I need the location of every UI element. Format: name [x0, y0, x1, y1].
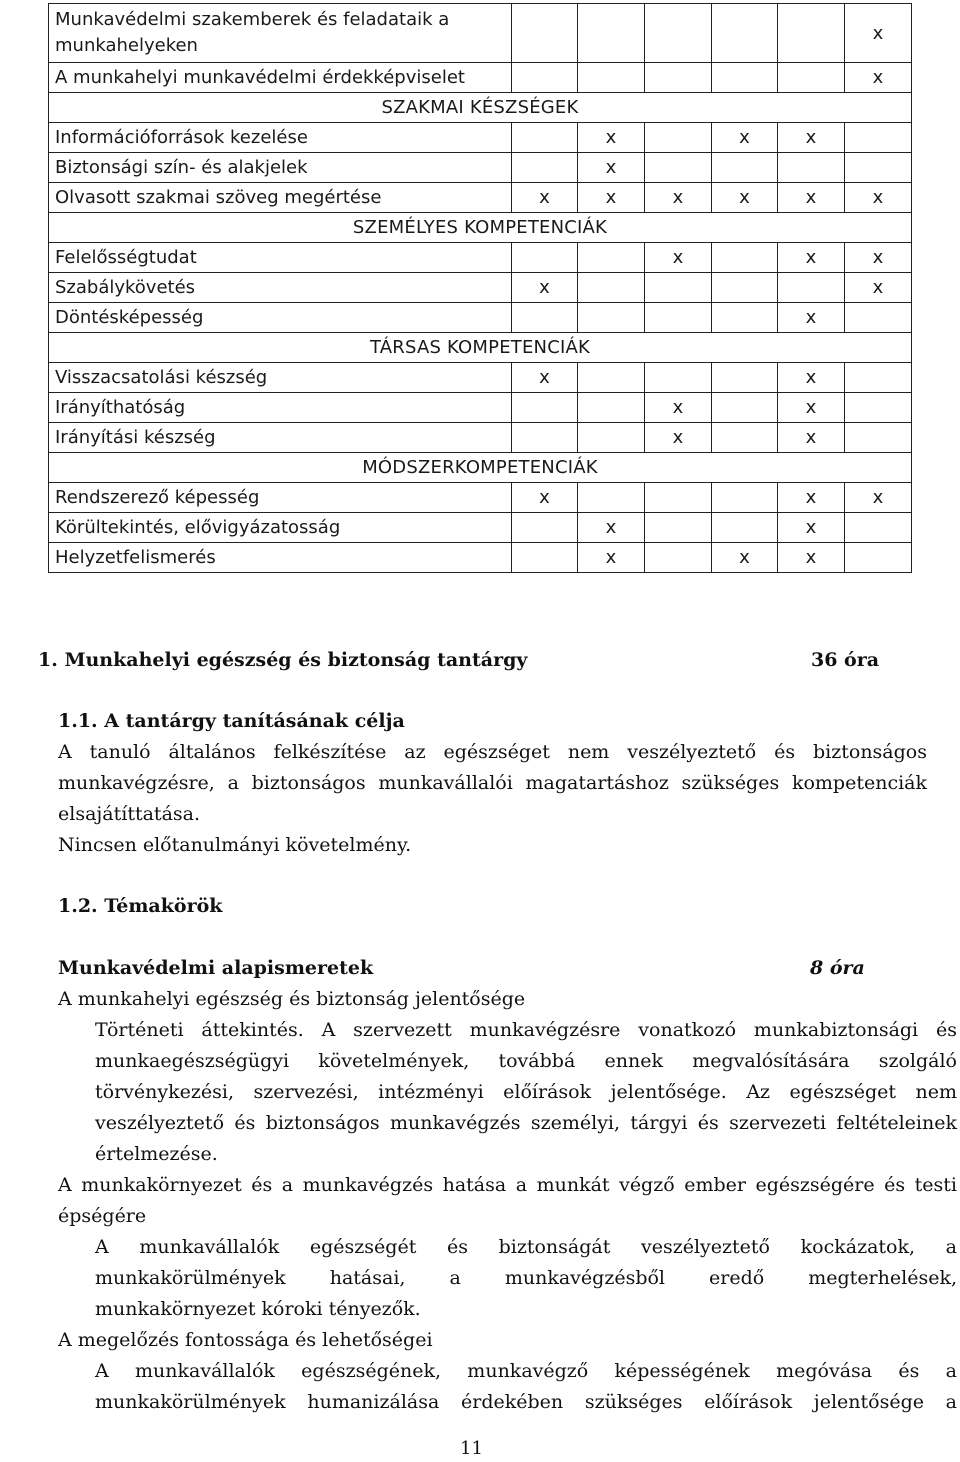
row-label: A munkahelyi munkavédelmi érdekképviselet — [49, 63, 512, 93]
topics-heading: 1.2. Témakörök — [58, 895, 223, 917]
mark-cell — [845, 423, 912, 453]
section-heading: SZAKMAI KÉSZSÉGEK — [49, 93, 912, 123]
goal-heading: 1.1. A tantárgy tanításának célja — [58, 710, 405, 732]
competency-table — [48, 3, 912, 573]
row-label: Visszacsatolási készség — [49, 363, 512, 393]
mark-cell — [512, 423, 578, 453]
mark-cell: x — [778, 243, 845, 273]
mark-cell: x — [778, 543, 845, 573]
table-row — [49, 393, 912, 423]
paragraph-line: Történeti áttekintés. A szervezett munkavégzésre vonatkozó munkabiztonsági és — [95, 1019, 957, 1041]
goal-line: A tanuló általános felkészítése az egészséget nem veszélyeztető és biztonságos — [58, 741, 927, 763]
table-row — [49, 303, 912, 333]
mark-cell — [645, 63, 712, 93]
table-row — [49, 543, 912, 573]
table-row — [49, 423, 912, 453]
mark-cell: x — [778, 513, 845, 543]
mark-cell — [578, 393, 645, 423]
mark-cell — [845, 123, 912, 153]
mark-cell — [712, 303, 778, 333]
mark-cell — [778, 63, 845, 93]
mark-cell — [578, 4, 645, 63]
mark-cell — [645, 483, 712, 513]
row-label: Körültekintés, elővigyázatosság — [49, 513, 512, 543]
paragraph-line: munkakörülmények humanizálása érdekében szükséges előírások jelentősége a — [95, 1391, 957, 1413]
mark-cell — [778, 153, 845, 183]
mark-cell — [512, 303, 578, 333]
mark-cell — [512, 513, 578, 543]
prerequisite-note: Nincsen előtanulmányi követelmény. — [58, 834, 412, 856]
section-heading: MÓDSZERKOMPETENCIÁK — [49, 453, 912, 483]
table-section-row — [49, 213, 912, 243]
subject-hours: 36 óra — [811, 649, 880, 671]
table-row — [49, 483, 912, 513]
mark-cell: x — [512, 183, 578, 213]
mark-cell — [712, 4, 778, 63]
mark-cell: x — [512, 273, 578, 303]
mark-cell — [712, 273, 778, 303]
table-row — [49, 243, 912, 273]
mark-cell — [712, 153, 778, 183]
row-label: Irányítási készség — [49, 423, 512, 453]
mark-cell — [578, 363, 645, 393]
mark-cell — [712, 243, 778, 273]
mark-cell — [645, 513, 712, 543]
row-label: Döntésképesség — [49, 303, 512, 333]
mark-cell — [845, 513, 912, 543]
mark-cell — [645, 123, 712, 153]
paragraph-line: A munkavállalók egészségének, munkavégző képességének megóvása és a — [95, 1360, 957, 1382]
mark-cell: x — [778, 423, 845, 453]
mark-cell — [645, 543, 712, 573]
goal-line: elsajátíttatása. — [58, 803, 201, 825]
table-row — [49, 123, 912, 153]
mark-cell: x — [845, 273, 912, 303]
mark-cell — [512, 243, 578, 273]
table-section-row — [49, 453, 912, 483]
mark-cell — [512, 543, 578, 573]
mark-cell: x — [778, 123, 845, 153]
mark-cell — [845, 393, 912, 423]
mark-cell: x — [578, 153, 645, 183]
mark-cell: x — [778, 363, 845, 393]
row-label: Biztonsági szín- és alakjelek — [49, 153, 512, 183]
mark-cell: x — [778, 303, 845, 333]
mark-cell — [512, 393, 578, 423]
mark-cell — [778, 273, 845, 303]
table-row — [49, 153, 912, 183]
subtopic-heading: A megelőzés fontossága és lehetőségei — [58, 1329, 433, 1351]
mark-cell: x — [578, 123, 645, 153]
row-label: Irányíthatóság — [49, 393, 512, 423]
row-label: Információforrások kezelése — [49, 123, 512, 153]
mark-cell — [845, 543, 912, 573]
mark-cell: x — [512, 483, 578, 513]
row-label: Rendszerező képesség — [49, 483, 512, 513]
paragraph-line: veszélyeztető és biztonságos munkavégzés személyi, tárgyi és szervezeti feltételeinek — [95, 1112, 957, 1134]
paragraph-line: munkaegészségügyi követelmények, továbbá ennek megvalósítására szolgáló — [95, 1050, 957, 1072]
mark-cell: x — [645, 243, 712, 273]
mark-cell — [645, 363, 712, 393]
mark-cell — [645, 4, 712, 63]
mark-cell — [845, 363, 912, 393]
table-row — [49, 363, 912, 393]
row-label: Munkavédelmi szakemberek és feladataik a munkahelyeken — [49, 4, 512, 63]
mark-cell — [845, 153, 912, 183]
mark-cell — [778, 4, 845, 63]
paragraph-line: törvénykezési, szervezési, intézményi előírások jelentősége. Az egészséget nem — [95, 1081, 957, 1103]
page-number: 11 — [460, 1438, 483, 1459]
mark-cell — [578, 303, 645, 333]
table-row — [49, 273, 912, 303]
mark-cell: x — [712, 123, 778, 153]
mark-cell — [712, 63, 778, 93]
paragraph-line: értelmezése. — [95, 1143, 218, 1165]
paragraph-line: A munkavállalók egészségét és biztonságát veszélyeztető kockázatok, a — [95, 1236, 957, 1258]
mark-cell: x — [845, 183, 912, 213]
mark-cell — [645, 273, 712, 303]
mark-cell — [578, 423, 645, 453]
subtopic-heading: A munkakörnyezet és a munkavégzés hatása a munkát végző ember egészségére és testi — [58, 1174, 957, 1196]
mark-cell: x — [578, 543, 645, 573]
mark-cell: x — [512, 363, 578, 393]
row-label: Felelősségtudat — [49, 243, 512, 273]
section-heading: SZEMÉLYES KOMPETENCIÁK — [49, 213, 912, 243]
mark-cell — [578, 483, 645, 513]
subtopic-heading: A munkahelyi egészség és biztonság jelentősége — [58, 988, 526, 1010]
mark-cell — [512, 4, 578, 63]
mark-cell — [712, 423, 778, 453]
mark-cell: x — [578, 513, 645, 543]
topic-hours: 8 óra — [810, 957, 865, 979]
row-label: Szabálykövetés — [49, 273, 512, 303]
mark-cell: x — [845, 63, 912, 93]
section-heading: TÁRSAS KOMPETENCIÁK — [49, 333, 912, 363]
mark-cell — [578, 273, 645, 303]
mark-cell — [845, 303, 912, 333]
mark-cell: x — [845, 483, 912, 513]
subtopic-heading: épségére — [58, 1205, 147, 1227]
mark-cell: x — [845, 243, 912, 273]
mark-cell — [512, 123, 578, 153]
mark-cell — [645, 153, 712, 183]
mark-cell: x — [645, 423, 712, 453]
mark-cell — [712, 393, 778, 423]
mark-cell — [578, 243, 645, 273]
table-row — [49, 183, 912, 213]
paragraph-line: munkakörnyezet kóroki tényezők. — [95, 1298, 421, 1320]
mark-cell — [712, 363, 778, 393]
mark-cell — [712, 513, 778, 543]
mark-cell — [712, 483, 778, 513]
table-row — [49, 513, 912, 543]
goal-line: munkavégzésre, a biztonságos munkavállalói magatartáshoz szükséges kompetenciák — [58, 772, 927, 794]
table-section-row — [49, 333, 912, 363]
table-row — [49, 63, 912, 93]
topic-title: Munkavédelmi alapismeretek — [58, 957, 374, 979]
mark-cell: x — [778, 183, 845, 213]
mark-cell: x — [778, 393, 845, 423]
table-row — [49, 4, 912, 63]
mark-cell: x — [845, 4, 912, 63]
table-section-row — [49, 93, 912, 123]
row-label: Helyzetfelismerés — [49, 543, 512, 573]
mark-cell — [512, 63, 578, 93]
row-label: Olvasott szakmai szöveg megértése — [49, 183, 512, 213]
mark-cell: x — [645, 183, 712, 213]
mark-cell: x — [578, 183, 645, 213]
mark-cell — [512, 153, 578, 183]
mark-cell: x — [645, 393, 712, 423]
mark-cell: x — [778, 483, 845, 513]
mark-cell: x — [712, 543, 778, 573]
paragraph-line: munkakörülmények hatásai, a munkavégzésből eredő megterhelések, — [95, 1267, 957, 1289]
mark-cell: x — [712, 183, 778, 213]
subject-title: 1. Munkahelyi egészség és biztonság tantárgy — [38, 649, 528, 671]
mark-cell — [578, 63, 645, 93]
mark-cell — [645, 303, 712, 333]
